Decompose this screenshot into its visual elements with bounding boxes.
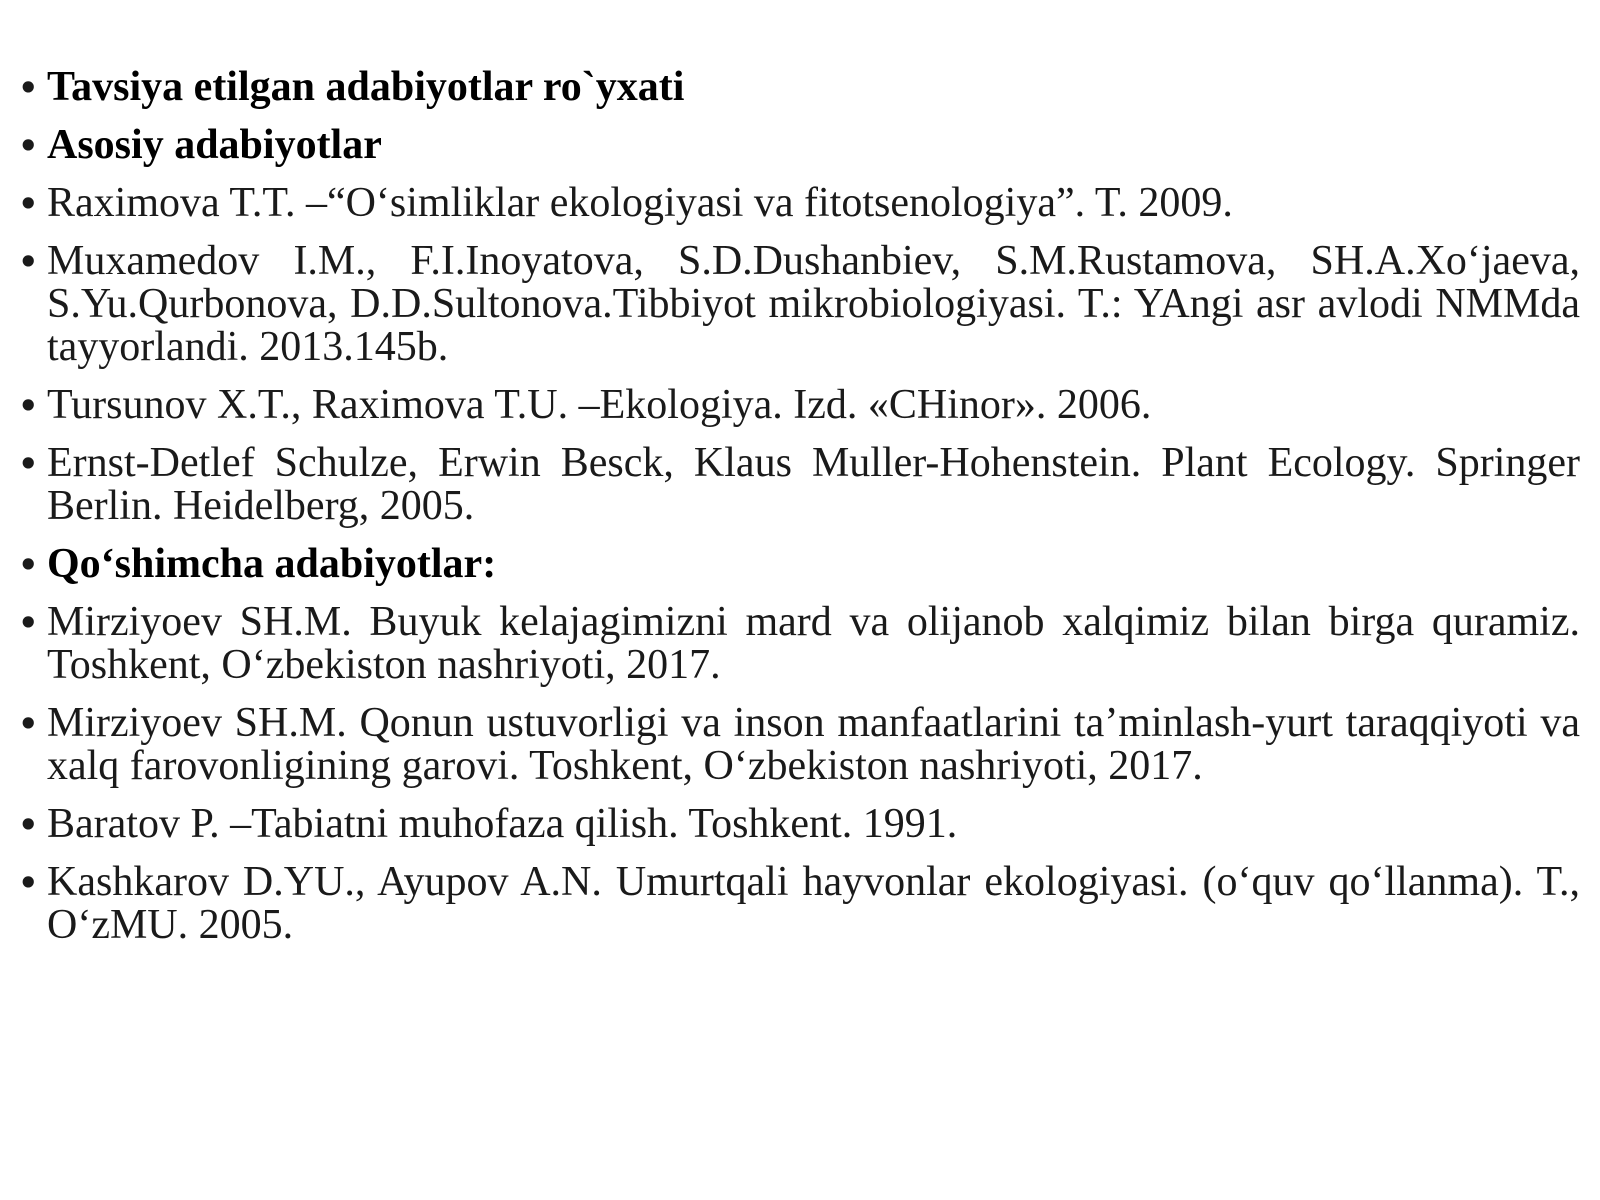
list-item-text: Baratov P. –Tabiatni muhofaza qilish. Toshkent. 1991. — [47, 801, 958, 847]
bullet-icon: • — [18, 69, 39, 107]
list-item-text: Raximova T.T. –“O‘simliklar ekologiyasi va fitotsenologiya”. T. 2009. — [47, 180, 1233, 226]
reference-list — [18, 66, 1580, 962]
list-item-reference — [18, 861, 1580, 947]
list-item-text: Kashkarov D.YU., Ayupov A.N. Umurtqali hayvonlar ekologiyasi. (o‘quv qo‘llanma). T., O‘zMU. 2005. — [47, 859, 1580, 948]
list-item-text: Muxamedov I.M., F.I.Inoyatova, S.D.Dushanbiev, S.M.Rustamova, SH.A.Xo‘jaeva, S.Yu.Qurbonova, D.D.Sultonova.Tibbiyot mikrobiologiyasi. T.: YAngi asr avlodi NMMda tayyorlandi. 2013.145b. — [47, 238, 1580, 370]
list-item-heading-additional — [18, 543, 1580, 586]
list-item-text: Mirziyoev SH.M. Qonun ustuvorligi va inson manfaatlarini ta’minlash-yurt taraqqiyoti va xalq farovonligining garovi. Toshkent, O‘zbekiston nashriyoti, 2017. — [47, 700, 1580, 789]
bullet-icon: • — [18, 445, 39, 483]
list-item-reference — [18, 182, 1580, 225]
bullet-icon: • — [18, 806, 39, 844]
bullet-icon: • — [18, 604, 39, 642]
list-item-reference — [18, 240, 1580, 369]
list-item-text: Qo‘shimcha adabiyotlar: — [47, 541, 497, 587]
list-item-reference — [18, 803, 1580, 846]
list-item-heading-recommended — [18, 66, 1580, 109]
bullet-icon: • — [18, 127, 39, 165]
bullet-icon: • — [18, 864, 39, 902]
bullet-icon: • — [18, 387, 39, 425]
list-item-reference — [18, 442, 1580, 528]
list-item-heading-main — [18, 124, 1580, 167]
list-item-text: Tursunov X.T., Raximova T.U. –Ekologiya. Izd. «CHinor». 2006. — [47, 382, 1152, 428]
bullet-icon: • — [18, 705, 39, 743]
bullet-icon: • — [18, 243, 39, 281]
list-item-text: Mirziyoev SH.M. Buyuk kelajagimizni mard va olijanob xalqimiz bilan birga quramiz. Toshkent, O‘zbekiston nashriyoti, 2017. — [47, 599, 1580, 688]
list-item-reference — [18, 702, 1580, 788]
list-item-reference — [18, 601, 1580, 687]
bullet-icon: • — [18, 185, 39, 223]
list-item-reference — [18, 384, 1580, 427]
list-item-text: Asosiy adabiyotlar — [47, 122, 382, 168]
bullet-icon: • — [18, 546, 39, 584]
list-item-text: Ernst-Detlef Schulze, Erwin Besck, Klaus Muller-Hohenstein. Plant Ecology. Springer Berlin. Heidelberg, 2005. — [47, 440, 1580, 529]
list-item-text: Tavsiya etilgan adabiyotlar ro`yxati — [47, 64, 685, 110]
